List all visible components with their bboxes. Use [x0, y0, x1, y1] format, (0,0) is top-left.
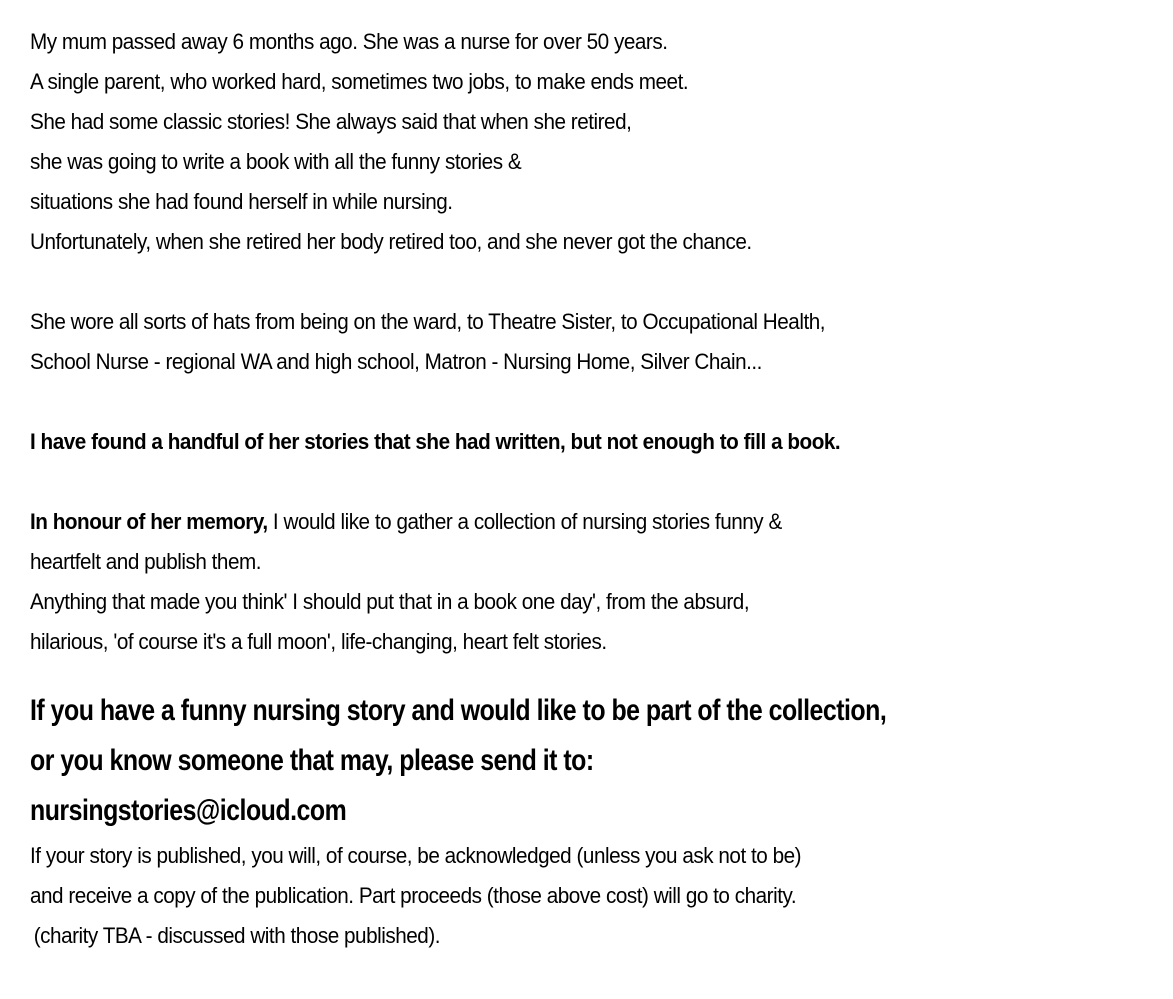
closing-paragraph: [30, 836, 1170, 956]
text-line: she was going to write a book with all the funny stories &: [30, 149, 522, 174]
honour-lead: In honour of her memory,: [30, 509, 268, 534]
contact-email: nursingstories@icloud.com: [30, 794, 347, 827]
text-line: hilarious, 'of course it's a full moon', life-changing, heart felt stories.: [30, 629, 607, 654]
text-line: Unfortunately, when she retired her body retired too, and she never got the chance.: [30, 229, 752, 254]
text-line: A single parent, who worked hard, sometimes two jobs, to make ends meet.: [30, 69, 689, 94]
text-line: [30, 502, 1102, 542]
paragraph-spacer: [30, 462, 1170, 502]
call-to-action-line: or you know someone that may, please send it to:: [30, 744, 594, 777]
text-line: School Nurse - regional WA and high school, Matron - Nursing Home, Silver Chain...: [30, 349, 762, 374]
career-paragraph: [30, 302, 1170, 382]
text-line: She had some classic stories! She always said that when she retired,: [30, 109, 632, 134]
text-line: heartfelt and publish them.: [30, 549, 262, 574]
call-to-action-line: If you have a funny nursing story and would like to be part of the collection,: [30, 694, 887, 727]
paragraph-spacer: [30, 662, 1170, 686]
honour-lead-continuation: I would like to gather a collection of nursing stories funny &: [267, 509, 782, 534]
text-line: She wore all sorts of hats from being on the ward, to Theatre Sister, to Occupational Health,: [30, 309, 826, 334]
text-line: situations she had found herself in while nursing.: [30, 189, 453, 214]
found-stories-statement: I have found a handful of her stories that she had written, but not enough to fill a book.: [30, 429, 841, 454]
intro-paragraph: [30, 22, 1170, 262]
document-body: [30, 22, 1170, 956]
text-line: Anything that made you think' I should put that in a book one day', from the absurd,: [30, 589, 750, 614]
text-line: (charity TBA - discussed with those published).: [33, 923, 441, 948]
call-to-action: [30, 686, 1170, 836]
paragraph-spacer: [30, 382, 1170, 422]
text-line: and receive a copy of the publication. Part proceeds (those above cost) will go to charity.: [30, 883, 797, 908]
text-line: My mum passed away 6 months ago. She was a nurse for over 50 years.: [30, 29, 668, 54]
paragraph-spacer: [30, 262, 1170, 302]
text-line: If your story is published, you will, of course, be acknowledged (unless you ask not to be): [30, 843, 802, 868]
honour-paragraph: [30, 502, 1170, 662]
